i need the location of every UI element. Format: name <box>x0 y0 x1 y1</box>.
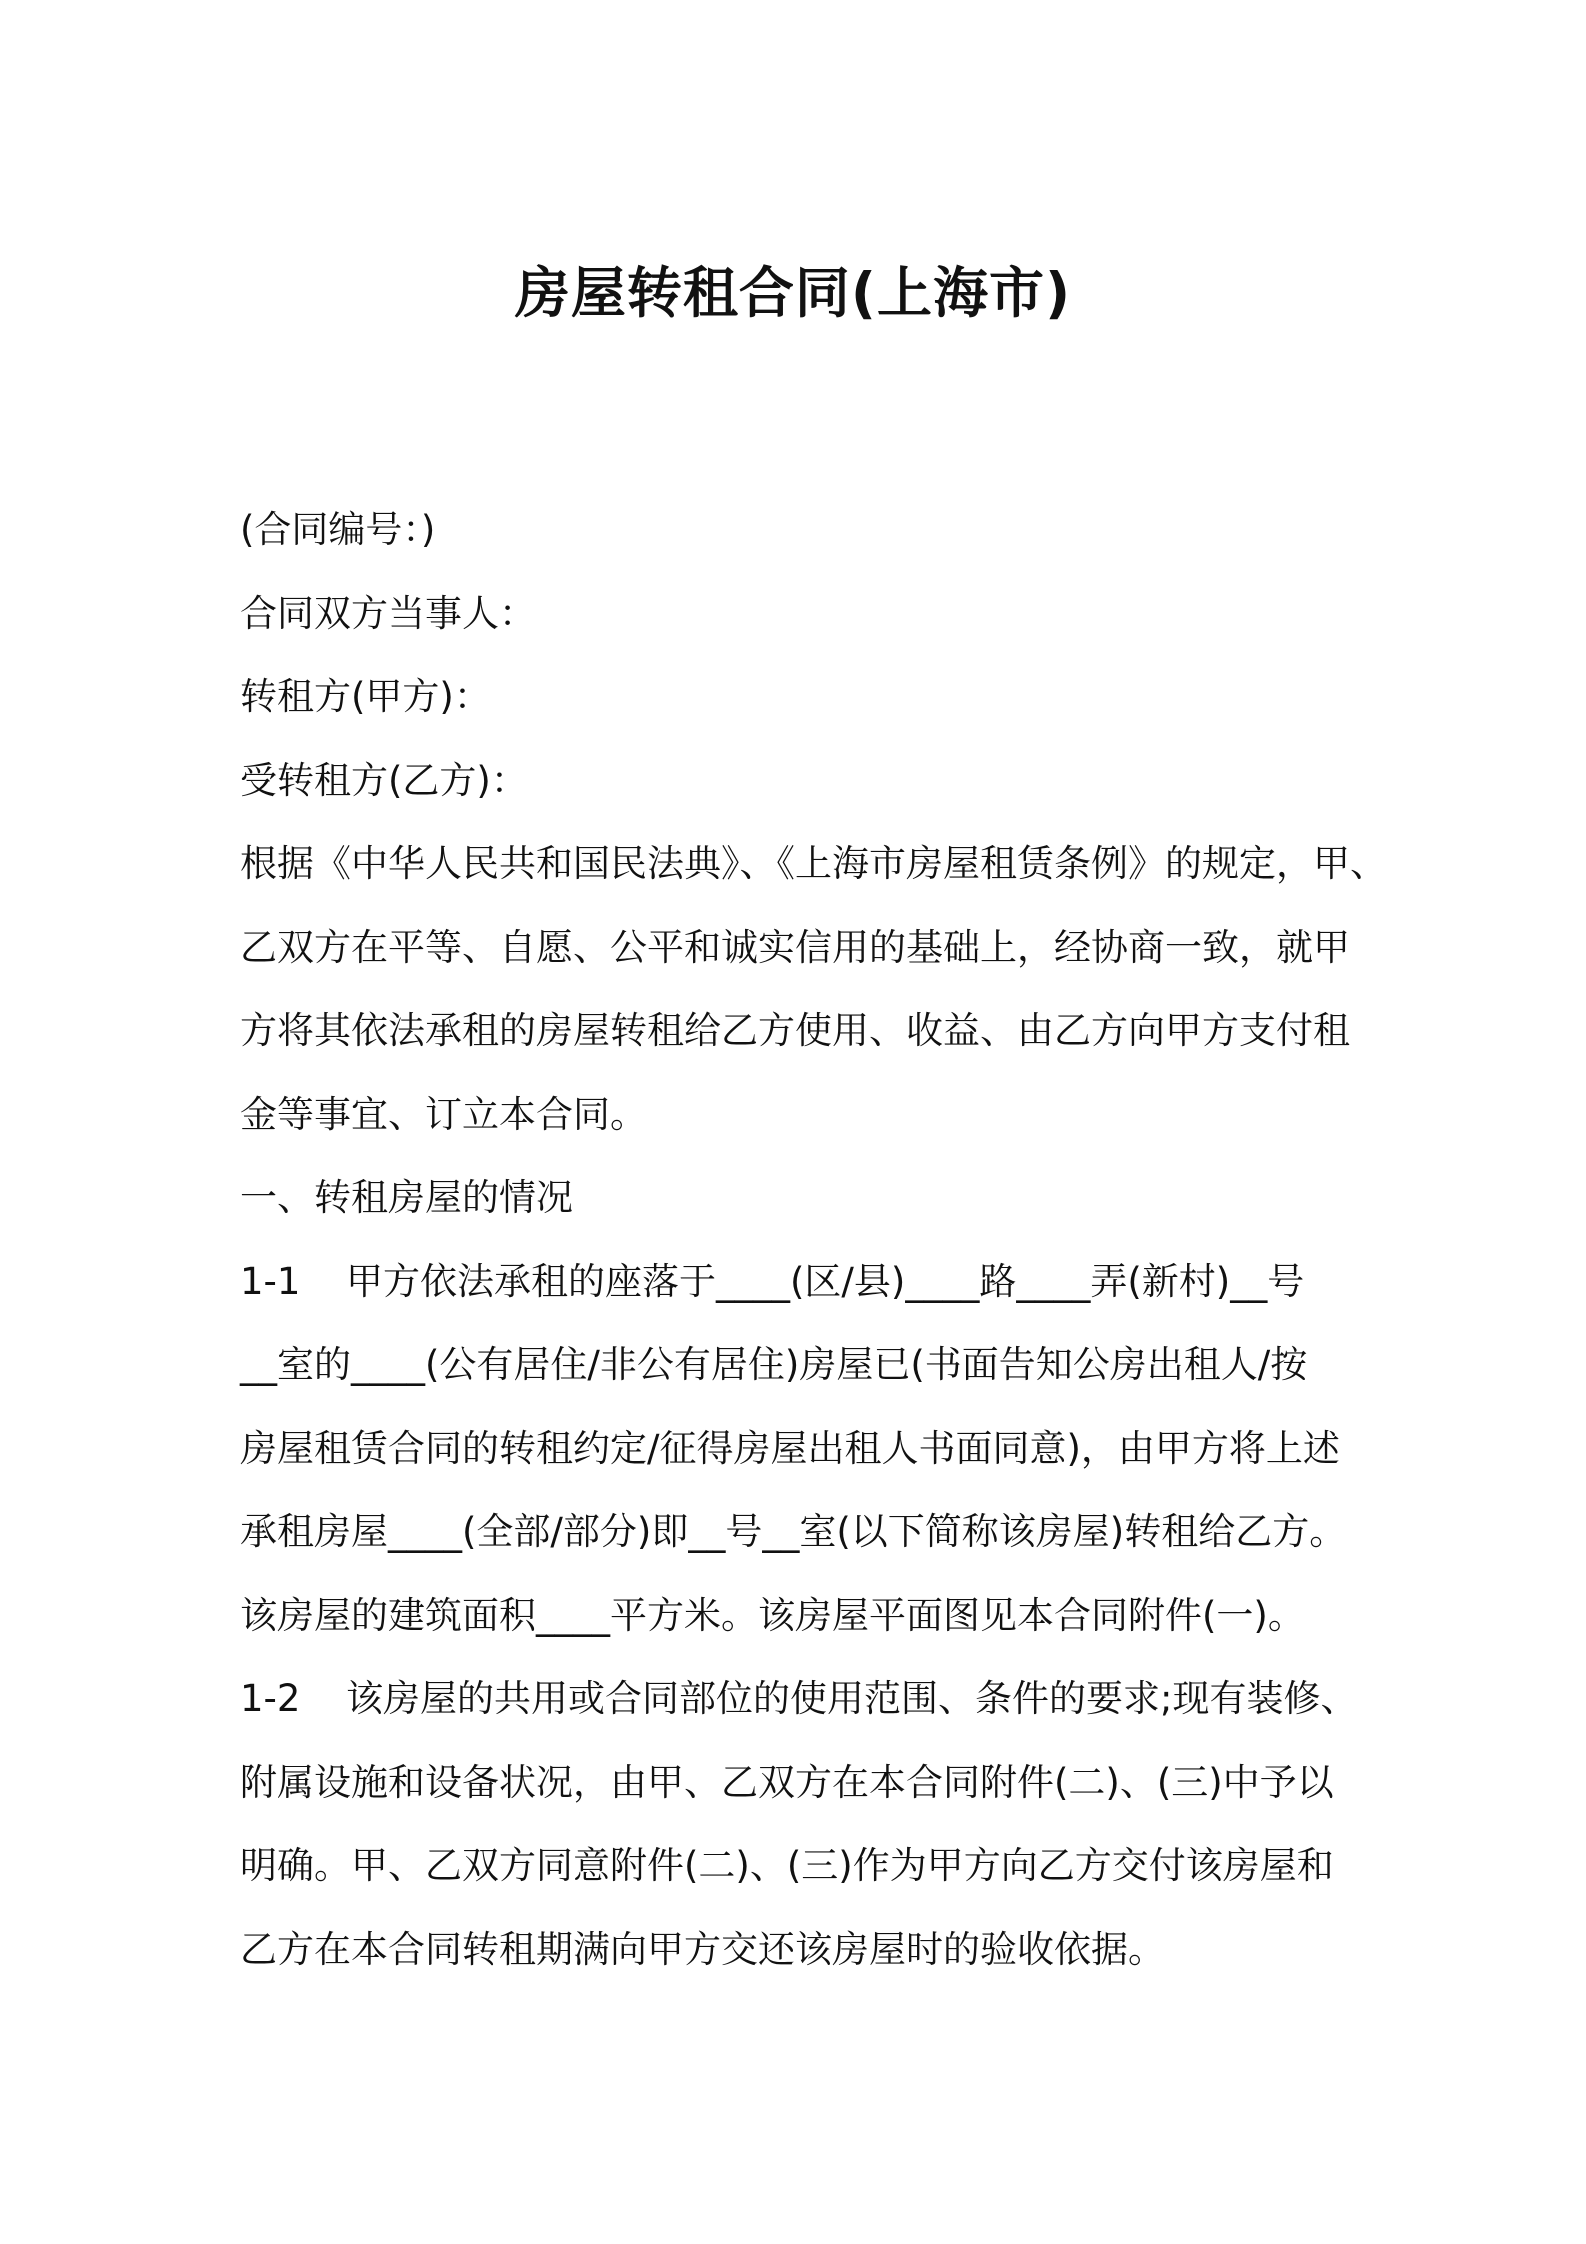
preamble-line: 金等事宜、订立本合同。 <box>240 1092 647 1136</box>
clause-text: 甲方依法承租的座落于____(区/县)____路____弄(新村)__号 <box>346 1259 1305 1303</box>
clause-1-1-line: 该房屋的建筑面积____平方米。该房屋平面图见本合同附件(一)。 <box>240 1593 1305 1637</box>
document-title: 房屋转租合同(上海市) <box>514 261 1072 325</box>
preamble-line: 方将其依法承租的房屋转租给乙方使用、收益、由乙方向甲方支付租 <box>240 1009 1350 1052</box>
preamble-line: 乙双方在平等、自愿、公平和诚实信用的基础上，经协商一致，就甲 <box>240 925 1350 969</box>
clause-1-2-line: 乙方在本合同转租期满向甲方交还该房屋时的验收依据。 <box>240 1927 1165 1971</box>
clause-1-1-first-line <box>240 1240 1370 1324</box>
clause-1-1-line: 房屋租赁合同的转租约定/征得房屋出租人书面同意)，由甲方将上述 <box>240 1426 1340 1470</box>
parties-heading: 合同双方当事人： <box>240 591 536 635</box>
clause-1-2-line: 明确。甲、乙双方同意附件(二)、(三)作为甲方向乙方交付该房屋和 <box>240 1844 1334 1887</box>
clause-1-2-first-line <box>240 1657 1370 1741</box>
document-body <box>240 488 1387 1991</box>
clause-text: 该房屋的共用或合同部位的使用范围、条件的要求;现有装修、 <box>346 1677 1358 1720</box>
party-b-line: 受转租方(乙方)： <box>240 758 528 802</box>
preamble-line: 根据《中华人民共和国民法典》、《上海市房屋租赁条例》的规定，甲、 <box>240 842 1387 885</box>
party-a-line: 转租方(甲方)： <box>240 675 491 718</box>
clause-number: 1-1 <box>240 1259 301 1303</box>
clause-1-2-line: 附属设施和设备状况，由甲、乙双方在本合同附件(二)、(三)中予以 <box>240 1760 1334 1804</box>
clause-1-1-line: 承租房屋____(全部/部分)即__号__室(以下简称该房屋)转租给乙方。 <box>240 1510 1347 1553</box>
contract-number-line: (合同编号：) <box>240 508 436 551</box>
section-1-heading: 一、转租房屋的情况 <box>240 1176 573 1219</box>
clause-1-1-line: __室的____(公有居住/非公有居住)房屋已(书面告知公房出租人/按 <box>240 1343 1308 1386</box>
clause-number: 1-2 <box>240 1677 301 1720</box>
